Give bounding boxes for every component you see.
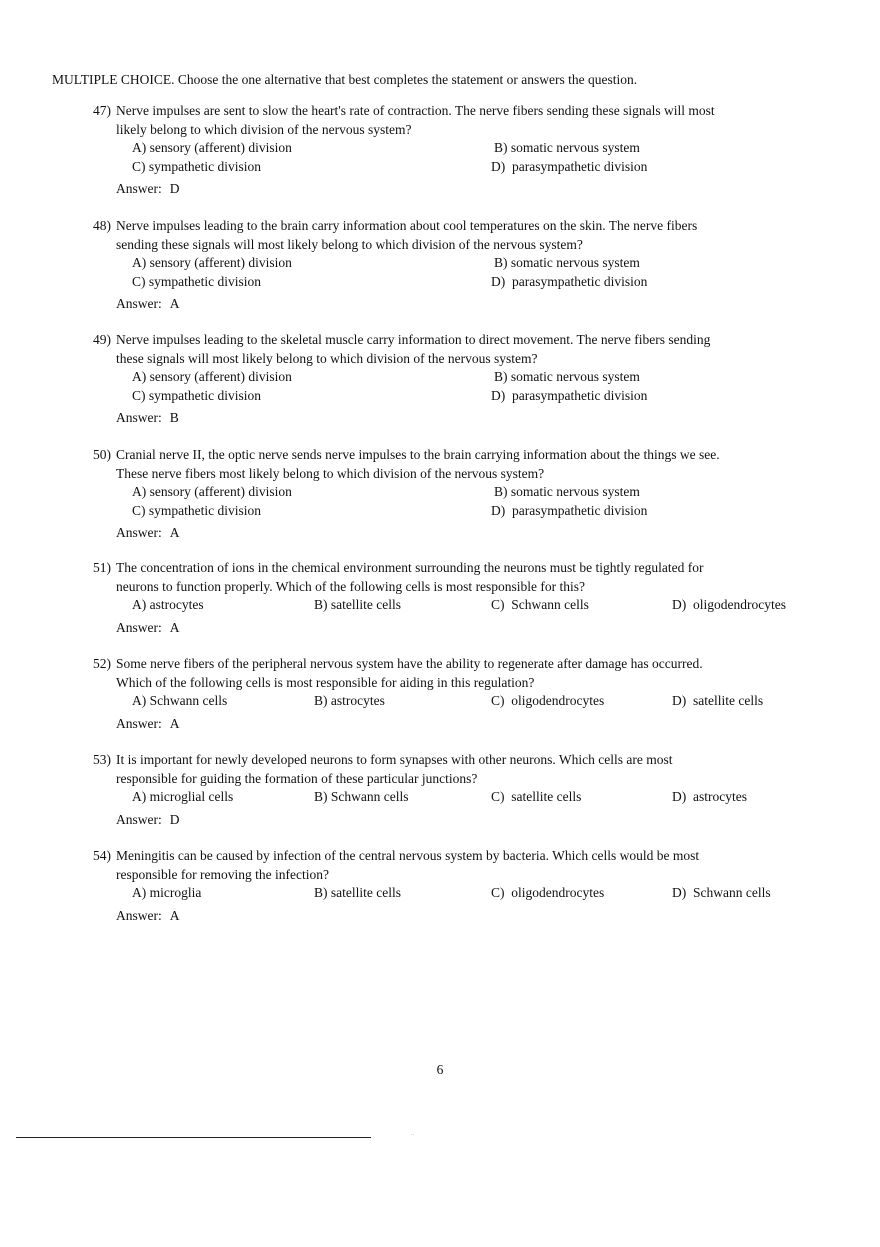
option-letter: C) <box>491 693 505 708</box>
stem-line: Nerve impulses leading to the skeletal muscle carry information to direct movement. The nerve fibers sending <box>116 332 711 347</box>
option-text: sensory (afferent) division <box>149 484 292 499</box>
answer-label: Answer: <box>116 525 162 540</box>
answer-label: Answer: <box>116 908 162 923</box>
option-letter: D) <box>672 693 687 708</box>
option-letter: B) <box>314 885 328 900</box>
option-text: sensory (afferent) division <box>149 255 292 270</box>
option-a <box>132 368 292 387</box>
option-text: somatic nervous system <box>510 255 640 270</box>
option-text: parasympathetic division <box>512 273 648 289</box>
stem-line: Nerve impulses are sent to slow the heart's rate of contraction. The nerve fibers sending these signals will most <box>116 103 715 118</box>
option-text: oligodendrocytes <box>511 885 605 900</box>
option-b <box>314 692 385 711</box>
option-letter: B) <box>314 693 328 708</box>
option-text: sympathetic division <box>148 273 261 289</box>
option-text: satellite cells <box>693 693 764 708</box>
stem-line: likely belong to which division of the nervous system? <box>116 121 412 137</box>
options <box>132 254 813 291</box>
option-text: Schwann cells <box>511 597 589 612</box>
option-d <box>491 502 647 521</box>
stem-line: These nerve fibers most likely belong to which division of the nervous system? <box>116 465 545 481</box>
option-d <box>491 158 647 177</box>
page-number: 6 <box>436 1062 444 1077</box>
option-text: sympathetic division <box>148 387 261 403</box>
option-text: parasympathetic division <box>512 158 648 174</box>
answer-value: D <box>169 181 180 196</box>
question-number: 49) <box>93 332 111 347</box>
option-letter: D) <box>491 273 506 289</box>
option-letter: B) <box>494 140 508 155</box>
option-text: sympathetic division <box>148 158 261 174</box>
option-text: Schwann cells <box>693 885 771 900</box>
option-letter: A) <box>132 789 147 804</box>
option-letter: B) <box>494 255 508 270</box>
answer-label: Answer: <box>116 812 162 827</box>
option-a <box>132 254 292 273</box>
question-number: 48) <box>93 218 111 233</box>
options <box>132 139 813 176</box>
answer-value: A <box>169 716 180 731</box>
question-50 <box>93 446 813 543</box>
answer <box>116 619 813 638</box>
option-text: Schwann cells <box>149 693 228 708</box>
question-stem <box>116 751 746 788</box>
options <box>132 788 813 807</box>
option-c <box>491 884 604 903</box>
option-letter: C) <box>491 885 505 900</box>
option-letter: D) <box>491 387 506 403</box>
question-stem <box>116 847 746 884</box>
option-letter: C) <box>491 789 505 804</box>
option-text: sensory (afferent) division <box>149 140 292 155</box>
option-text: satellite cells <box>330 597 401 612</box>
stem-line: responsible for guiding the formation of these particular junctions? <box>116 770 478 786</box>
option-letter: D) <box>672 885 687 900</box>
option-letter: C) <box>491 597 505 612</box>
stem-line: Cranial nerve II, the optic nerve sends nerve impulses to the brain carrying information about the things we see. <box>116 447 720 462</box>
option-text: oligodendrocytes <box>511 693 605 708</box>
question-number: 50) <box>93 447 111 462</box>
option-a <box>132 692 227 711</box>
answer-label: Answer: <box>116 716 162 731</box>
option-letter: C) <box>132 387 146 403</box>
option-letter: A) <box>132 484 147 499</box>
option-d <box>672 692 763 711</box>
question-number: 52) <box>93 656 111 671</box>
option-c <box>132 502 261 521</box>
option-b <box>494 483 640 502</box>
question-53 <box>93 751 813 830</box>
option-letter: A) <box>132 369 147 384</box>
option-text: microglia <box>149 885 202 900</box>
answer-value: B <box>169 410 179 425</box>
option-d <box>491 273 647 292</box>
question-49 <box>93 331 813 428</box>
option-text: oligodendrocytes <box>693 597 786 612</box>
question-stem <box>116 446 746 483</box>
option-letter: D) <box>491 502 506 518</box>
stem-line: responsible for removing the infection? <box>116 866 329 882</box>
answer <box>116 295 813 314</box>
question-52 <box>93 655 813 734</box>
question-number: 51) <box>93 560 111 575</box>
option-text: microglial cells <box>149 789 234 804</box>
option-c <box>132 387 261 406</box>
options <box>132 596 813 615</box>
option-b <box>314 884 401 903</box>
option-text: somatic nervous system <box>510 369 640 384</box>
answer-value: A <box>169 525 180 540</box>
options <box>132 692 813 711</box>
option-b <box>494 139 640 158</box>
question-stem <box>116 559 746 596</box>
stem-line: Some nerve fibers of the peripheral nervous system have the ability to regenerate after damage has occurred. <box>116 656 703 671</box>
answer-label: Answer: <box>116 296 162 311</box>
stem-line: The concentration of ions in the chemical environment surrounding the neurons must be tightly regulated for <box>116 560 704 575</box>
answer-value: A <box>169 908 180 923</box>
option-text: parasympathetic division <box>512 387 648 403</box>
option-text: astrocytes <box>330 693 385 708</box>
question-48 <box>93 217 813 314</box>
options <box>132 368 813 405</box>
options <box>132 483 813 520</box>
option-letter: D) <box>672 789 687 804</box>
option-d <box>672 788 747 807</box>
question-stem <box>116 331 746 368</box>
option-letter: C) <box>132 273 146 289</box>
stem-line: these signals will most likely belong to which division of the nervous system? <box>116 350 538 366</box>
option-c <box>491 596 589 615</box>
stem-line: Meningitis can be caused by infection of the central nervous system by bacteria. Which cells would be most <box>116 848 700 863</box>
option-text: somatic nervous system <box>510 484 640 499</box>
answer-label: Answer: <box>116 620 162 635</box>
stem-line: sending these signals will most likely belong to which division of the nervous system? <box>116 236 583 252</box>
option-text: Schwann cells <box>330 789 409 804</box>
option-letter: A) <box>132 597 147 612</box>
answer-value: A <box>169 620 180 635</box>
option-text: satellite cells <box>511 789 582 804</box>
option-letter: A) <box>132 140 147 155</box>
option-a <box>132 483 292 502</box>
option-c <box>132 273 261 292</box>
question-51 <box>93 559 813 638</box>
option-letter: B) <box>314 789 328 804</box>
question-stem <box>116 102 746 139</box>
footer-divider <box>16 1137 371 1138</box>
answer <box>116 907 813 926</box>
option-a <box>132 884 201 903</box>
option-c <box>491 692 604 711</box>
option-c <box>132 158 261 177</box>
option-a <box>132 596 204 615</box>
answer <box>116 409 813 428</box>
option-letter: B) <box>494 369 508 384</box>
footer-mark: ·· <box>411 1133 415 1138</box>
option-letter: A) <box>132 693 147 708</box>
question-54 <box>93 847 813 926</box>
stem-line: neurons to function properly. Which of the following cells is most responsible for this? <box>116 578 586 594</box>
answer <box>116 715 813 734</box>
option-c <box>491 788 581 807</box>
option-d <box>491 387 647 406</box>
option-letter: B) <box>494 484 508 499</box>
question-stem <box>116 217 746 254</box>
answer <box>116 811 813 830</box>
option-letter: A) <box>132 885 147 900</box>
answer <box>116 180 813 199</box>
option-letter: C) <box>132 158 146 174</box>
answer-label: Answer: <box>116 410 162 425</box>
question-stem <box>116 655 746 692</box>
options <box>132 884 813 903</box>
option-a <box>132 139 292 158</box>
option-letter: A) <box>132 255 147 270</box>
stem-line: It is important for newly developed neurons to form synapses with other neurons. Which cells are most <box>116 752 673 767</box>
option-text: sympathetic division <box>148 502 261 518</box>
option-text: parasympathetic division <box>512 502 648 518</box>
option-text: astrocytes <box>149 597 204 612</box>
question-number: 53) <box>93 752 111 767</box>
option-b <box>314 788 408 807</box>
answer <box>116 524 813 543</box>
option-letter: D) <box>491 158 506 174</box>
option-a <box>132 788 233 807</box>
option-d <box>672 884 771 903</box>
option-letter: D) <box>672 597 687 612</box>
option-letter: B) <box>314 597 328 612</box>
option-text: somatic nervous system <box>510 140 640 155</box>
option-b <box>314 596 401 615</box>
option-d <box>672 596 786 615</box>
option-letter: C) <box>132 502 146 518</box>
option-b <box>494 254 640 273</box>
answer-value: D <box>169 812 180 827</box>
question-47 <box>93 102 813 199</box>
option-text: satellite cells <box>330 885 401 900</box>
section-header: MULTIPLE CHOICE. Choose the one alternative that best completes the statement or answers the question. <box>52 72 638 87</box>
option-text: sensory (afferent) division <box>149 369 292 384</box>
option-b <box>494 368 640 387</box>
stem-line: Which of the following cells is most responsible for aiding in this regulation? <box>116 674 535 690</box>
answer-label: Answer: <box>116 181 162 196</box>
answer-value: A <box>169 296 180 311</box>
stem-line: Nerve impulses leading to the brain carry information about cool temperatures on the skin. The nerve fibers <box>116 218 698 233</box>
option-text: astrocytes <box>693 789 747 804</box>
question-number: 54) <box>93 848 111 863</box>
question-number: 47) <box>93 103 111 118</box>
